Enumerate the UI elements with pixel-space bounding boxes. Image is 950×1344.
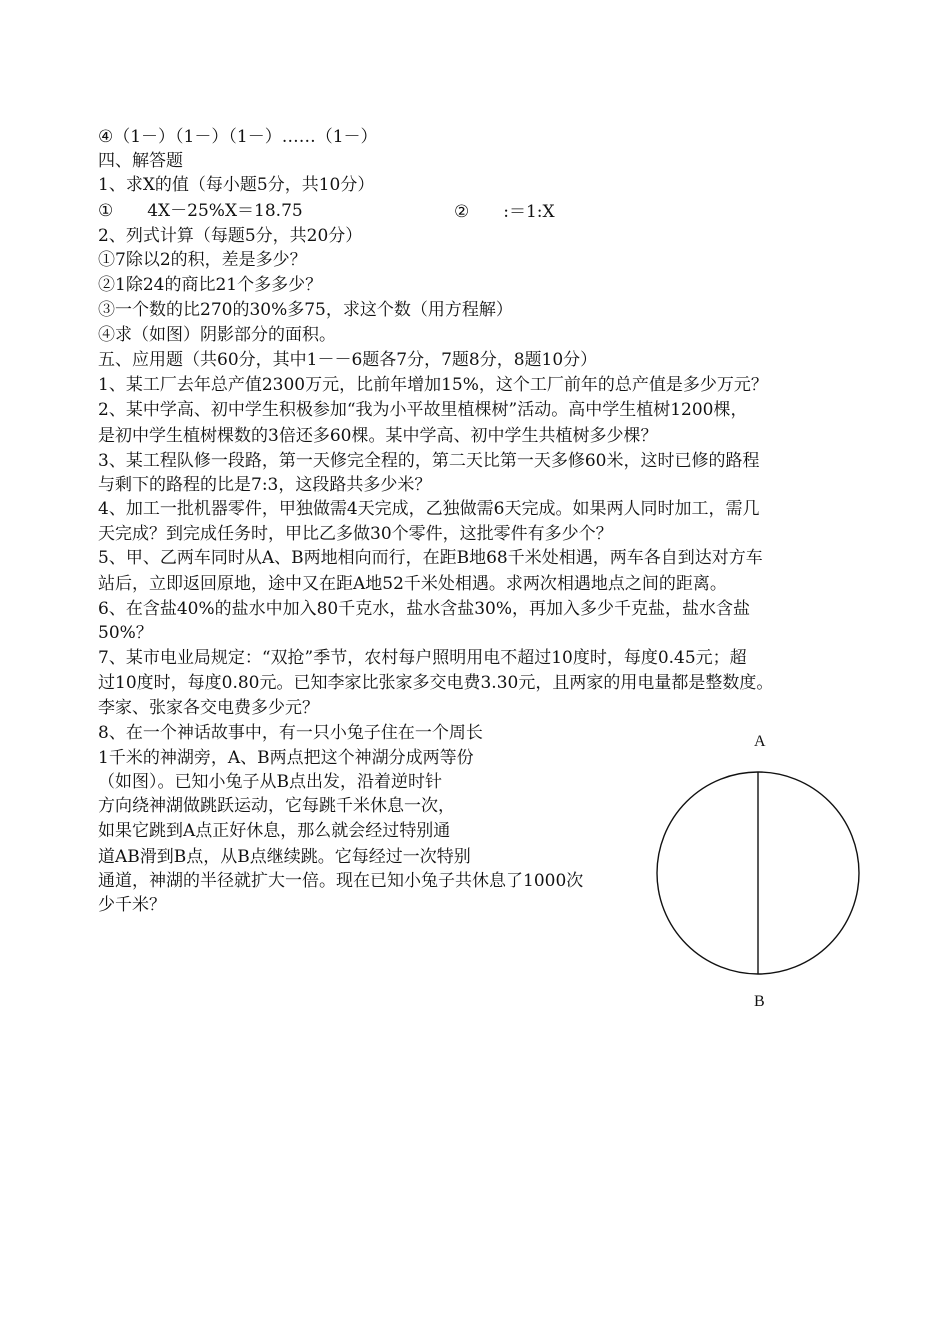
text-line: ① 4X－25%X＝18.75 (98, 201, 303, 221)
text-line: 少千米？ (98, 895, 166, 915)
text-line: 通道，神湖的半径就扩大一倍。现在已知小兔子共休息了1000次 (98, 871, 584, 891)
text-line: 1、某工厂去年总产值2300万元，比前年增加15%，这个工厂前年的总产值是多少万元？ (98, 375, 768, 395)
lake-circle-figure (650, 765, 865, 980)
text-line: 站后，立即返回原地，途中又在距A地52千米处相遇。求两次相遇地点之间的距离。 (98, 574, 727, 594)
text-line: 7、某市电业局规定：“双抢”季节，农村每户照明用电不超过10度时，每度0.45元；超 (98, 648, 747, 668)
text-line: 5、甲、乙两车同时从A、B两地相向而行，在距B地68千米处相遇，两车各自到达对方车 (98, 548, 763, 568)
text-line: 天完成？到完成任务时，甲比乙多做30个零件，这批零件有多少个？ (98, 524, 613, 544)
text-line: 1千米的神湖旁，A、B两点把这个神湖分成两等份 (98, 748, 474, 768)
text-line: 五、应用题（共60分，其中1－－6题各7分，7题8分，8题10分） (98, 350, 598, 370)
text-line: 4、加工一批机器零件，甲独做需4天完成，乙独做需6天完成。如果两人同时加工，需几 (98, 499, 760, 519)
text-line: 3、某工程队修一段路，第一天修完全程的，第二天比第一天多修60米，这时已修的路程 (98, 451, 760, 471)
text-line: 8、在一个神话故事中，有一只小兔子住在一个周长 (98, 723, 483, 743)
text-line: ④（1－）（1－）（1－）……（1－） (98, 127, 378, 147)
text-line: 与剩下的路程的比是7:3，这段路共多少米？ (98, 475, 432, 495)
text-line: 是初中学生植树棵数的3倍还多60棵。某中学高、初中学生共植树多少棵？ (98, 426, 658, 446)
text-line: 1、求X的值（每小题5分，共10分） (98, 175, 375, 195)
text-line: ④求（如图）阴影部分的面积。 (98, 325, 336, 345)
text-line: 四、解答题 (98, 151, 183, 171)
text-line: ①7除以2的积，差是多少？ (98, 250, 307, 270)
text-line: 2、列式计算（每题5分，共20分） (98, 226, 363, 246)
text-line: 6、在含盐40%的盐水中加入80千克水，盐水含盐30%，再加入多少千克盐，盐水含盐 (98, 599, 751, 619)
text-line: 李家、张家各交电费多少元？ (98, 698, 319, 718)
point-a-label: A (754, 733, 766, 750)
text-line: 过10度时，每度0.80元。已知李家比张家多交电费3.30元，且两家的用电量都是整数度。 (98, 673, 774, 693)
text-line: ②1除24的商比21个多多少？ (98, 275, 323, 295)
text-line: 方向绕神湖做跳跃运动，它每跳千米休息一次， (98, 796, 455, 816)
point-b-label: B (754, 993, 765, 1010)
text-line: ③一个数的比270的30%多75，求这个数（用方程解） (98, 300, 513, 320)
text-line: 如果它跳到A点正好休息，那么就会经过特别通 (98, 821, 451, 841)
text-line: 2、某中学高、初中学生积极参加“我为小平故里植棵树”活动。高中学生植树1200棵， (98, 400, 748, 420)
text-line: 道AB滑到B点，从B点继续跳。它每经过一次特别 (98, 847, 471, 867)
equation-2: ② :＝1:X (454, 202, 555, 222)
text-line: 50%？ (98, 623, 153, 643)
text-line: （如图）。已知小兔子从B点出发，沿着逆时针 (98, 772, 442, 792)
